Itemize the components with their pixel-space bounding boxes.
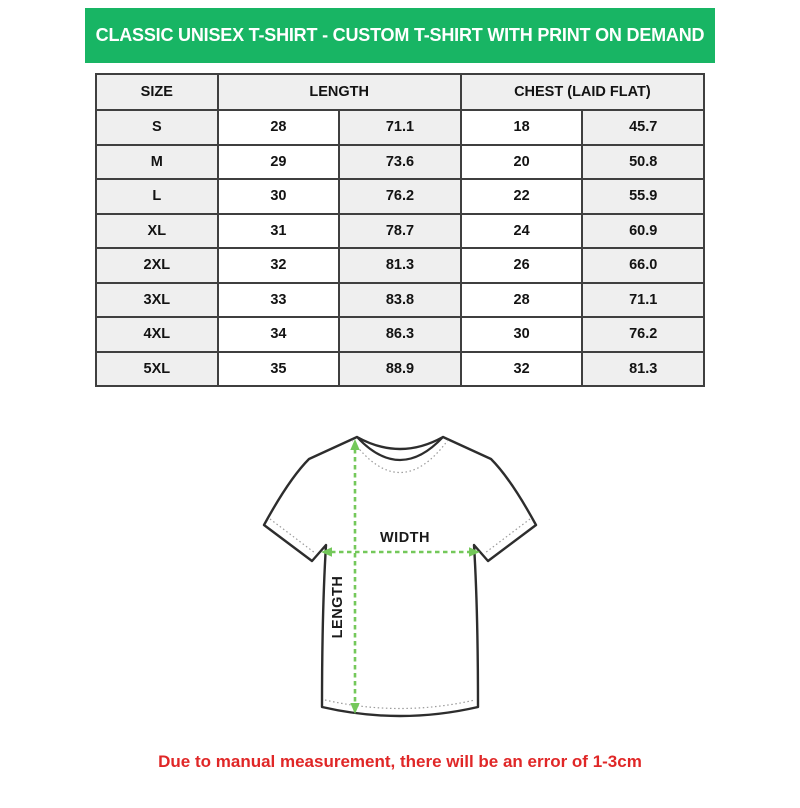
cell-chest-cm: 60.9 [582, 214, 704, 249]
table-row [96, 214, 704, 249]
cell-chest-inches: 22 [461, 179, 583, 214]
cell-chest-inches: 32 [461, 352, 583, 387]
cell-length-cm: 88.9 [339, 352, 461, 387]
cell-chest-cm: 71.1 [582, 283, 704, 318]
cell-size: S [96, 110, 218, 145]
length-label: LENGTH [330, 575, 346, 639]
cell-length-cm: 83.8 [339, 283, 461, 318]
cell-size: 5XL [96, 352, 218, 387]
cell-chest-inches: 24 [461, 214, 583, 249]
cell-length-inches: 35 [218, 352, 340, 387]
cell-chest-inches: 20 [461, 145, 583, 180]
table-row [96, 248, 704, 283]
width-label: WIDTH [379, 530, 431, 546]
cell-chest-cm: 76.2 [582, 317, 704, 352]
tshirt-measurement-diagram [255, 429, 545, 724]
column-header-chest: CHEST (LAID FLAT) [461, 74, 704, 110]
cell-size: 3XL [96, 283, 218, 318]
size-chart-body [96, 110, 704, 386]
cell-chest-cm: 55.9 [582, 179, 704, 214]
cell-chest-inches: 28 [461, 283, 583, 318]
cell-length-cm: 81.3 [339, 248, 461, 283]
cell-length-cm: 73.6 [339, 145, 461, 180]
cell-length-cm: 86.3 [339, 317, 461, 352]
cell-chest-cm: 50.8 [582, 145, 704, 180]
cell-length-cm: 76.2 [339, 179, 461, 214]
table-row [96, 110, 704, 145]
header-row [96, 74, 704, 110]
cell-chest-cm: 81.3 [582, 352, 704, 387]
column-header-size: SIZE [96, 74, 218, 110]
table-row [96, 317, 704, 352]
cell-length-inches: 28 [218, 110, 340, 145]
table-row [96, 145, 704, 180]
cell-chest-cm: 45.7 [582, 110, 704, 145]
cell-size: 4XL [96, 317, 218, 352]
table-row [96, 352, 704, 387]
page-title: CLASSIC UNISEX T-SHIRT - CUSTOM T-SHIRT WITH PRINT ON DEMAND [95, 25, 705, 45]
header-banner [85, 8, 715, 63]
size-chart-header [96, 74, 704, 110]
cell-size: XL [96, 214, 218, 249]
cell-length-cm: 78.7 [339, 214, 461, 249]
tshirt-diagram-svg [255, 429, 545, 724]
cell-length-inches: 33 [218, 283, 340, 318]
cell-length-inches: 34 [218, 317, 340, 352]
cell-length-inches: 29 [218, 145, 340, 180]
cell-length-cm: 71.1 [339, 110, 461, 145]
size-chart-table [95, 73, 705, 387]
table-row [96, 283, 704, 318]
cell-chest-inches: 30 [461, 317, 583, 352]
measurement-error-note: Due to manual measurement, there will be an error of 1-3cm [158, 752, 642, 771]
cell-size: L [96, 179, 218, 214]
cell-chest-inches: 18 [461, 110, 583, 145]
cell-length-inches: 32 [218, 248, 340, 283]
column-header-length: LENGTH [218, 74, 461, 110]
table-row [96, 179, 704, 214]
cell-chest-cm: 66.0 [582, 248, 704, 283]
cell-length-inches: 31 [218, 214, 340, 249]
cell-chest-inches: 26 [461, 248, 583, 283]
cell-size: M [96, 145, 218, 180]
cell-length-inches: 30 [218, 179, 340, 214]
cell-size: 2XL [96, 248, 218, 283]
tshirt-outline-graphic [264, 437, 536, 716]
